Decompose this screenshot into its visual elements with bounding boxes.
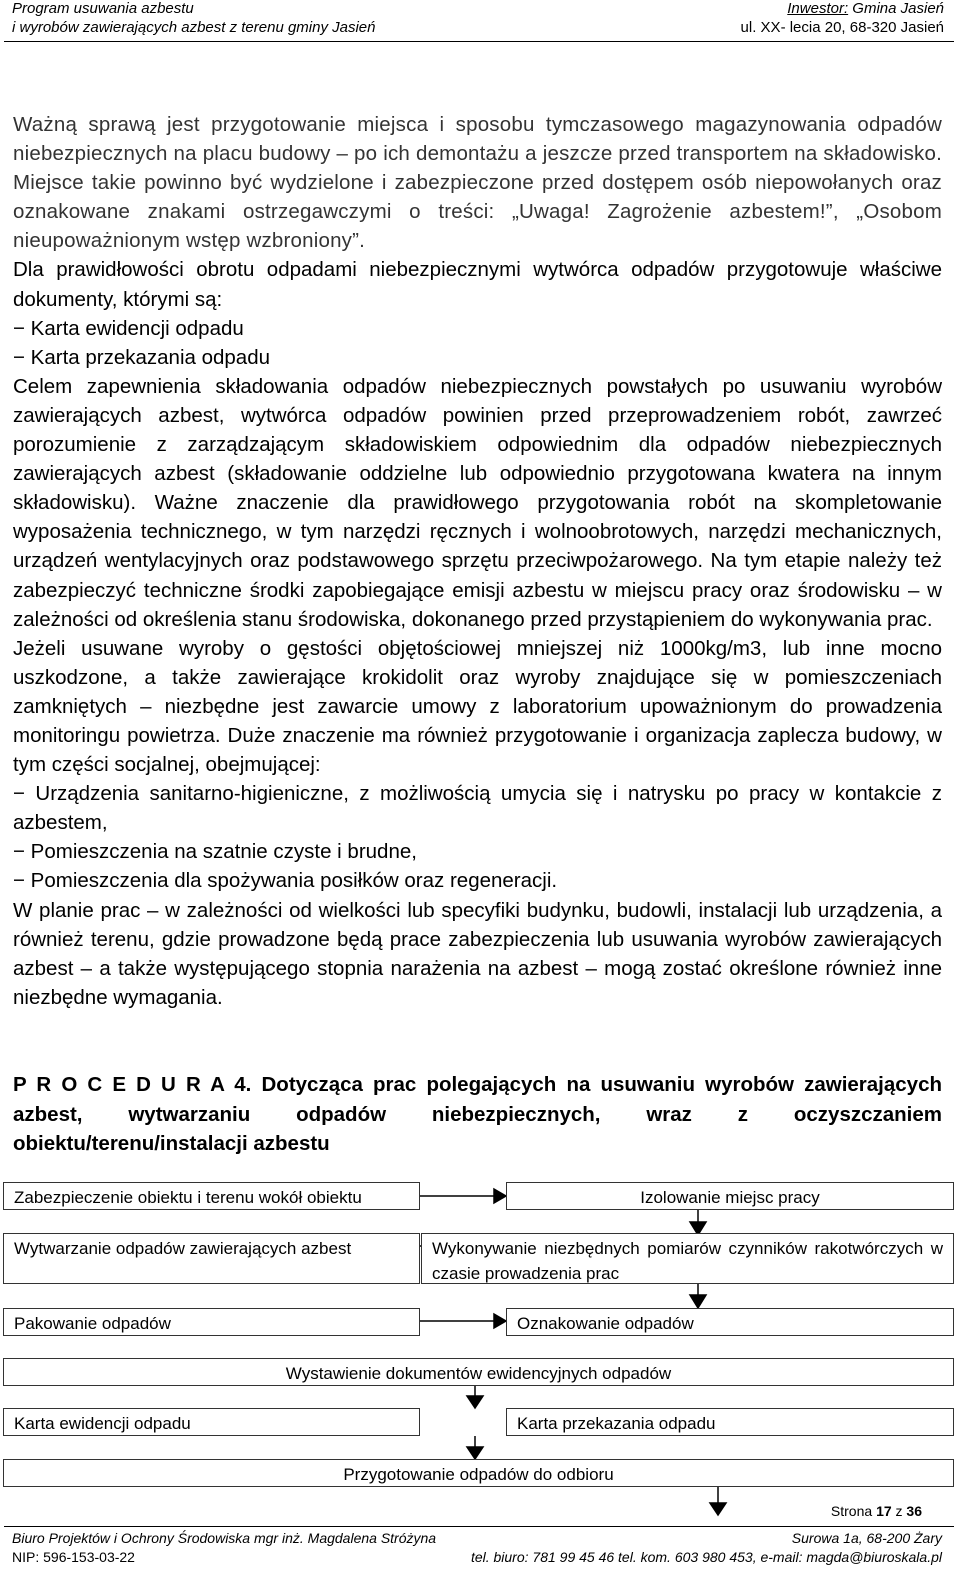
flow-box-waste-generation (3, 1233, 420, 1284)
footer-company: Biuro Projektów i Ochrony Środowiska mgr inż. Magdalena Stróżyna (12, 1530, 437, 1546)
header-program-title: Program usuwania azbestu (12, 0, 194, 17)
procedure-heading-line: obiektu/terenu/instalacji azbestu (13, 1132, 330, 1155)
flow-box-secure-site (3, 1182, 420, 1210)
flow-box-label: Izolowanie miejsc pracy (640, 1188, 820, 1207)
list-item: − Karta ewidencji odpadu (13, 316, 244, 340)
list-item: − Pomieszczenia na szatnie czyste i brudne, (13, 840, 417, 864)
flow-box-label: Wykonywanie niezbędnych pomiarów czynników rakotwórczych w czasie prowadzenia prac (432, 1239, 943, 1283)
paragraph-documents: Dla prawidłowości obrotu odpadami niebezpiecznymi wytwórca odpadów przygotowuje właściwe dokumenty, którymi są: (13, 258, 942, 311)
footer-divider (4, 1526, 954, 1527)
flow-box-label: Wytwarzanie odpadów zawierających azbest (14, 1239, 352, 1258)
page-number (831, 1503, 922, 1519)
list-item: − Karta przekazania odpadu (13, 345, 271, 369)
page-number-separator: z (891, 1503, 907, 1519)
paragraph-landfill: Celem zapewnienia składowania odpadów niebezpiecznych powstałych po usuwaniu wyrobów zawierających azbest, wytwórca odpadów powinien przed przeprowadzeniem robót, zawrzeć porozumienie z zarządzającym składowiskiem odpowiednim dla odpadów niebezpiecznych zawierających azbest (składowanie oddzielne lub odpowiednio przygotowana kwatera na innym składowisku). Ważne znaczenie dla prawidłowego przygotowania robót na skompletowanie wyposażenia technicznego, w tym narzędzi ręcznych i wolnoobrotowych, narzędzi mechanicznych, urządzeń wentylacyjnych oraz podstawowego sprzętu przeciwpożarowego. Na tym etapie należy też zabezpieczyć techniczne środki zapobiegające emisji azbestu w miejscu pracy oraz środowisku – w zależności od określenia stanu środowiska, dokonanego przed przystąpieniem do wykonywania prac. (13, 374, 942, 631)
flow-box-isolate-workplace (506, 1182, 954, 1210)
flow-box-label: Przygotowanie odpadów do odbioru (343, 1465, 614, 1484)
flow-box-label: Karta ewidencji odpadu (14, 1414, 191, 1433)
header-program-subtitle: i wyrobów zawierających azbest z terenu gminy Jasień (12, 19, 376, 36)
flow-box-label: Pakowanie odpadów (14, 1314, 171, 1333)
flow-box-label: Zabezpieczenie obiektu i terenu wokół obiektu (14, 1188, 362, 1207)
flow-box-record-card (3, 1408, 420, 1436)
flow-box-transfer-card (506, 1408, 954, 1436)
page-number-total: 36 (906, 1503, 922, 1519)
footer-contact: tel. biuro: 781 99 45 46 tel. kom. 603 980 453, e-mail: magda@biuroskala.pl (470, 1549, 942, 1565)
paragraph-monitoring: Jeżeli usuwane wyroby o gęstości objętościowej mniejszej niż 1000kg/m3, lub inne mocno uszkodzone, a także zawierające krokidolit oraz wyroby znajdujące się w pomieszczeniach zamkniętych – niezbędne jest zawarcie umowy z laboratorium upoważnionym do prowadzenia monitoringu powietrza. Duże znaczenie ma również przygotowanie i organizacja zaplecza budowy, w tym części socjalnej, obejmującej: (13, 636, 942, 777)
page-number-prefix: Strona (830, 1503, 877, 1519)
investor-label: Inwestor: (787, 0, 849, 17)
paragraph-storage: Ważną sprawą jest przygotowanie miejsca i sposobu tymczasowego magazynowania odpadów niebezpiecznych na placu budowy – po ich demontażu a jeszcze przed transportem na składowisko. Miejsce takie powinno być wydzielone i zabezpieczone przed dostępem osób niepowołanych oraz oznakowane znakami ostrzegawczymi o treści: „Uwaga! Zagrożenie azbestem!”, „Osobom nieupoważnionym wstęp wzbroniony”. (13, 113, 942, 253)
paragraph-work-plan: W planie prac – w zależności od wielkości lub specyfiki budynku, budowli, instalacji lub urządzenia, a również terenu, gdzie prowadzone będą prace zabezpieczenia lub usuwania wyrobów zawierających azbest – a także występującego stopnia narażenia na azbest – mogą zostać określone również inne niezbędne wymagania. (13, 898, 942, 1009)
procedure-heading-line: P R O C E D U R A 4. Dotycząca prac polegających na usuwaniu wyrobów zawierających (13, 1073, 942, 1096)
flow-box-documents (3, 1358, 954, 1386)
list-item: − Pomieszczenia dla spożywania posiłków oraz regeneracji. (13, 869, 558, 893)
footer-address: Surowa 1a, 68-200 Żary (791, 1530, 942, 1546)
footer-nip: NIP: 596-153-03-22 (12, 1549, 135, 1565)
investor-name: Gmina Jasień (848, 0, 944, 17)
flow-box-packing (3, 1308, 420, 1336)
header-investor-address: ul. XX- lecia 20, 68-320 Jasień (740, 19, 944, 36)
procedure-heading-line: azbest, wytwarzaniu odpadów niebezpiecznych, wraz z oczyszczaniem (13, 1102, 942, 1126)
flow-box-prepare-pickup (3, 1459, 954, 1487)
flow-box-label: Oznakowanie odpadów (517, 1314, 694, 1333)
flow-box-measurements (421, 1233, 954, 1284)
flow-box-label: Wystawienie dokumentów ewidencyjnych odpadów (285, 1364, 672, 1383)
page-number-current: 17 (876, 1503, 892, 1519)
flow-box-labelling (506, 1308, 954, 1336)
flow-box-label: Karta przekazania odpadu (517, 1414, 716, 1433)
list-item: − Urządzenia sanitarno-higieniczne, z możliwością umycia się i natrysku po pracy w kontakcie z azbestem, (13, 782, 942, 835)
